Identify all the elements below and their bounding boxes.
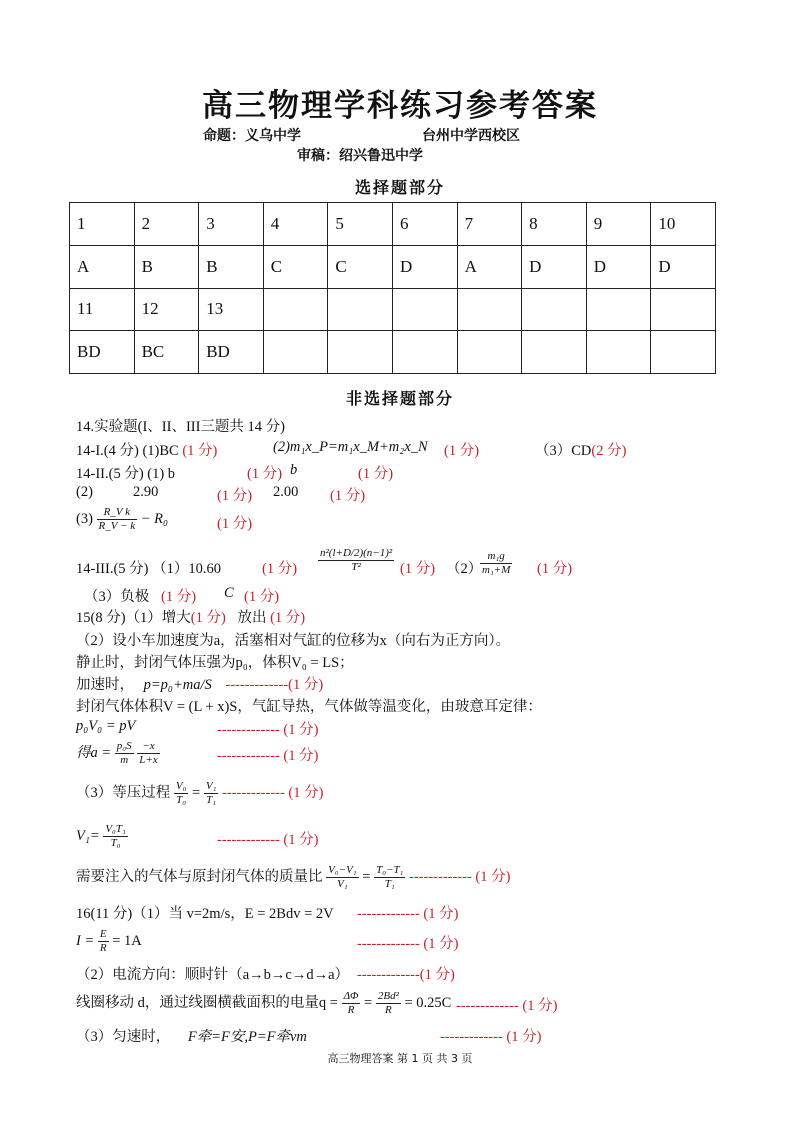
q15-line4-eq: p=p₀+ma/S [143,677,212,693]
table-cell [263,288,328,331]
table-cell: D [586,245,651,288]
table-cell: 13 [199,288,264,331]
fraction [326,864,359,891]
table-cell: B [134,245,199,288]
score: (1 分) [262,561,298,577]
score: ------------- (1 分) [409,868,511,885]
q14-intro: 14.实验题(I、II、III三题共 14 分) [76,419,286,435]
table-cell [651,288,716,331]
fraction [137,740,159,767]
section-choice-heading: 选择题部分 [354,178,445,197]
numerator: E [99,928,107,940]
table-cell: 10 [651,203,716,246]
q14-i-equation: (2)m₁x_P=m₁x_M+m₂x_N [273,439,428,455]
table-cell: A [457,245,522,288]
table-cell: D [522,245,587,288]
score: (1 分) [358,466,394,482]
choice-answer-table [69,202,716,374]
score: (2 分) [591,443,627,459]
q15-line3: 静止时，封闭气体压强为p₀，体积V₀ = LS； [76,655,354,671]
numerator: 2Bd² [377,990,399,1002]
score: ------------- (1 分) [357,906,459,922]
page-title: 高三物理学科练习参考答案 [202,88,598,124]
table-cell [392,331,457,374]
fraction [342,990,361,1017]
author-line-2: 台州中学西校区 [422,128,520,144]
q15-line2: （2）设小车加速度为a，活塞相对气缸的位移为x（向右为正方向）。 [76,633,511,649]
denominator: m [120,754,129,766]
table-cell [651,331,716,374]
q14-i-part3-text: （3）CD [535,443,592,459]
q15-line8 [76,780,323,807]
numerator: −x [137,740,159,754]
q16-line3: （2）电流方向：顺时针（a→b→c→d→a） [76,967,350,983]
q15-line6-eq: p₀V₀ = pV [76,718,136,734]
q16-line2-result: = 1A [112,932,142,949]
q16-line5-eq: F牵=F安,P=F牵vm [187,1029,307,1045]
table-cell: 9 [586,203,651,246]
q15-line9 [76,823,128,850]
score: (1 分) [244,589,280,605]
denominator: T² [351,561,361,573]
q16-line5 [76,1025,307,1046]
denominator: m₁+M [482,564,511,576]
equals-sign: = [192,784,201,801]
equals-sign: = [362,868,371,885]
denominator: R [384,1004,392,1016]
q14-ii-b: b [290,462,298,478]
numerator: V₁ [205,780,217,792]
denominator: T₁ [384,878,395,890]
q15-line9-label: V₁= [76,827,100,844]
score: ------------- (1 分) [222,784,324,801]
numerator: n²(l+D/2)(n−1)² [320,547,393,559]
score: ------------- (1 分) [456,998,558,1014]
denominator: R [99,942,107,954]
score: (1 分) [161,589,197,605]
table-cell: 12 [134,288,199,331]
q14-iii-formula2 [480,550,512,577]
q16-line4-result: = 0.25C [404,994,452,1011]
table-row [70,245,716,288]
table-row [70,331,716,374]
score: ------------- (1 分) [440,1029,542,1045]
table-cell [263,331,328,374]
q14-iii-part2: （2） [446,561,483,577]
score: ------------- (1 分) [217,748,319,764]
fraction [318,547,394,574]
q16-line2-label: I = [76,932,95,949]
section-nonchoice-heading: 非选择题部分 [345,389,454,408]
denominator: T₁ [206,794,217,806]
score: -------------(1 分) [357,967,455,983]
table-cell: 7 [457,203,522,246]
table-cell [457,288,522,331]
score: -------------(1 分) [225,677,324,693]
score: (1 分) [444,443,480,459]
score: ------------- (1 分) [217,832,319,848]
q15-line7-label: 得a = [76,744,112,761]
table-row [70,203,716,246]
table-cell: D [392,245,457,288]
numerator: V₀−V₁ [328,864,357,876]
q14-iii-part3: （3）负极 [84,589,150,605]
table-cell: 5 [328,203,393,246]
q16-line4 [76,990,451,1017]
denominator: T₀ [110,837,121,849]
equals-sign: = [364,994,373,1011]
table-cell [457,331,522,374]
table-row [70,288,716,331]
table-cell [522,331,587,374]
q14-ii-label: 14-II.(5 分) (1) b [76,466,176,482]
table-cell: D [651,245,716,288]
q16-line5-label: （3）匀速时， [76,1029,171,1045]
numerator: T₀−T₁ [376,864,404,876]
q15-line5: 封闭气体体积V = (L + x)S，气缸导热，气体做等温变化，由玻意耳定律： [76,699,542,715]
score: (1 分) [330,488,366,504]
q15-part1: 15(8 分)（1）增大 [76,610,191,626]
q14-ii-2-value2: 2.00 [273,484,299,500]
score: (1 分) [190,610,226,626]
q15-line10-label: 需要注入的气体与原封闭气体的质量比 [76,868,323,885]
fraction [480,550,512,577]
score: ------------- (1 分) [357,936,459,952]
table-cell [328,288,393,331]
table-cell [522,288,587,331]
numerator: V₀ [175,780,187,792]
table-cell [586,288,651,331]
q14-i-part1: 14-I.(4 分) (1)BC [76,443,179,459]
fraction [103,823,128,850]
table-cell: 6 [392,203,457,246]
author-line: 命题：义乌中学 [203,128,301,144]
q14-ii-3-formula [76,506,168,533]
q16-line2 [76,928,142,955]
score: ------------- (1 分) [217,722,319,738]
table-cell: 3 [199,203,264,246]
q14-i-line [76,439,217,460]
fraction [376,990,401,1017]
q14-ii-3-label: (3) [76,510,93,527]
fraction [204,780,219,807]
table-cell: A [70,245,135,288]
score: (1 分) [217,488,253,504]
denominator: T₀ [176,794,187,806]
q15-line4 [76,673,323,694]
score: (1 分) [537,561,573,577]
table-cell [392,288,457,331]
fraction [115,740,134,767]
q14-iii-c: C [224,585,234,601]
q14-ii-3-tail: − R₀ [140,510,169,527]
fraction [174,780,189,807]
q15-line7 [76,740,160,767]
table-cell: B [199,245,264,288]
q15-line8-label: （3）等压过程 [76,784,171,801]
q15-line1 [76,606,305,627]
score: (1 分) [270,610,306,626]
q15-line10 [76,864,510,891]
fraction [97,506,138,533]
denominator: R_V − k [98,520,136,532]
table-cell: C [263,245,328,288]
table-cell: BC [134,331,199,374]
table-cell: 11 [70,288,135,331]
q14-ii-2-value1: 2.90 [133,484,159,500]
denominator: L+x [139,754,158,766]
q14-iii-label: 14-III.(5 分) （1）10.60 [76,561,221,577]
page-footer: 高三物理答案 第 1 页 共 3 页 [327,1052,473,1065]
table-cell: BD [199,331,264,374]
denominator: V₁ [337,878,348,890]
table-cell: 8 [522,203,587,246]
numerator: m₁g [480,550,512,564]
q14-i-part3 [535,439,626,460]
score: (1 分) [182,443,218,459]
table-cell: 1 [70,203,135,246]
numerator: R_V k [97,506,138,520]
score: (1 分) [400,561,436,577]
review-line: 审稿：绍兴鲁迅中学 [297,148,423,164]
numerator: ΔΦ [343,990,359,1002]
numerator: V₀T₁ [105,823,126,835]
fraction [98,928,109,955]
q14-ii-2-label: (2) [76,484,93,500]
score: (1 分) [217,516,253,532]
denominator: R [347,1004,355,1016]
table-cell: C [328,245,393,288]
numerator: p₀S [116,740,132,752]
table-cell: 4 [263,203,328,246]
q15-part1b: 放出 [237,610,267,626]
table-cell [586,331,651,374]
q15-line4-label: 加速时， [76,677,134,693]
q16-line1: 16(11 分)（1）当 v=2m/s，E = 2Bdv = 2V [76,906,334,922]
fraction [374,864,405,891]
table-cell: 2 [134,203,199,246]
score: (1 分) [247,466,283,482]
q16-line4-label: 线圈移动 d，通过线圈横截面积的电量q = [76,994,338,1011]
table-cell [328,331,393,374]
q14-iii-formula [318,547,394,574]
table-cell: BD [70,331,135,374]
